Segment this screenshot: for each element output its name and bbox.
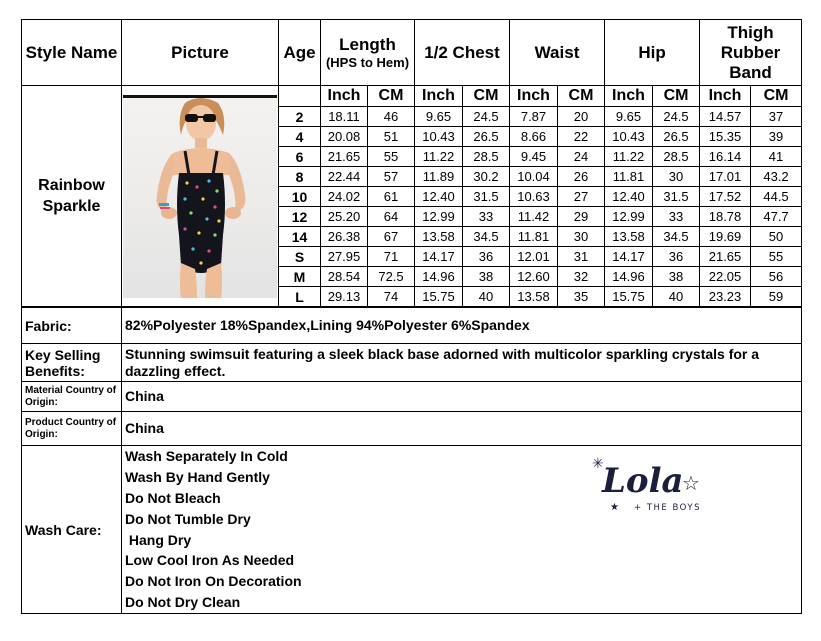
unit-label: Inch [415, 86, 463, 107]
benefits-label: Key Selling Benefits: [22, 344, 122, 382]
size-age-cell: 4 [279, 127, 321, 147]
wash-care-item: Hang Dry [125, 531, 192, 548]
measurement-cell: 11.22 [415, 147, 463, 167]
measurement-cell: 47.7 [751, 207, 802, 227]
measurement-cell: 26 [558, 167, 605, 187]
star-icon: ☆ [682, 471, 700, 495]
unit-label: Inch [510, 86, 558, 107]
measurement-cell: 17.01 [700, 167, 751, 187]
style-name-cell: Rainbow Sparkle [22, 86, 122, 307]
measurement-cell: 14.57 [700, 107, 751, 127]
measurement-cell: 32 [558, 267, 605, 287]
measurement-cell: 12.60 [510, 267, 558, 287]
wash-care-item: Wash By Hand Gently [125, 469, 270, 486]
fabric-value: 82%Polyester 18%Spandex,Lining 94%Polyester 6%Spandex [122, 308, 802, 344]
header-thigh: Thigh Rubber Band [700, 20, 802, 86]
measurement-cell: 7.87 [510, 107, 558, 127]
measurement-cell: 22.05 [700, 267, 751, 287]
measurement-cell: 24.5 [463, 107, 510, 127]
measurement-cell: 10.04 [510, 167, 558, 187]
product-origin-label: Product Country of Origin: [22, 412, 122, 446]
measurement-cell: 31.5 [653, 187, 700, 207]
header-chest: 1/2 Chest [415, 20, 510, 86]
measurement-cell: 9.65 [415, 107, 463, 127]
product-photo [123, 95, 277, 298]
logo-brand-text: Lola [602, 461, 684, 501]
size-age-cell: 6 [279, 147, 321, 167]
photo-top-border [123, 95, 277, 98]
wash-care-item: Wash Separately In Cold [125, 448, 288, 465]
measurement-cell: 15.35 [700, 127, 751, 147]
measurement-cell: 33 [653, 207, 700, 227]
measurement-cell: 31.5 [463, 187, 510, 207]
measurement-cell: 20.08 [321, 127, 368, 147]
material-origin-label: Material Country of Origin: [22, 382, 122, 412]
measurement-cell: 59 [751, 287, 802, 307]
size-age-cell: 10 [279, 187, 321, 207]
product-info-table [21, 307, 802, 614]
measurement-cell: 41 [751, 147, 802, 167]
header-waist: Waist [510, 20, 605, 86]
measurement-cell: 64 [368, 207, 415, 227]
measurement-cell: 74 [368, 287, 415, 307]
size-age-cell: S [279, 247, 321, 267]
measurement-cell: 22 [558, 127, 605, 147]
measurement-cell: 34.5 [463, 227, 510, 247]
measurement-cell: 12.01 [510, 247, 558, 267]
wash-care-item: Do Not Dry Clean [125, 593, 241, 610]
header-style-name: Style Name [22, 20, 122, 86]
measurement-cell: 34.5 [653, 227, 700, 247]
header-length-label: Length [339, 34, 396, 54]
size-age-cell: 14 [279, 227, 321, 247]
measurement-cell: 51 [368, 127, 415, 147]
measurement-cell: 28.54 [321, 267, 368, 287]
measurement-cell: 11.81 [605, 167, 653, 187]
measurement-cell: 30 [558, 227, 605, 247]
measurement-cell: 46 [368, 107, 415, 127]
child-swimsuit-illustration [123, 95, 277, 298]
measurement-cell: 11.89 [415, 167, 463, 187]
measurement-cell: 13.58 [605, 227, 653, 247]
measurement-cell: 72.5 [368, 267, 415, 287]
measurement-cell: 11.81 [510, 227, 558, 247]
measurement-cell: 12.99 [605, 207, 653, 227]
measurement-cell: 21.65 [321, 147, 368, 167]
measurement-cell: 24 [558, 147, 605, 167]
measurement-cell: 29 [558, 207, 605, 227]
size-age-cell: M [279, 267, 321, 287]
unit-label: CM [463, 86, 510, 107]
wash-care-cell [122, 446, 802, 614]
measurement-cell: 29.13 [321, 287, 368, 307]
measurement-cell: 23.23 [700, 287, 751, 307]
brand-logo [590, 452, 720, 522]
measurement-cell: 18.11 [321, 107, 368, 127]
measurement-cell: 26.5 [463, 127, 510, 147]
unit-label: Inch [700, 86, 751, 107]
measurement-cell: 35 [558, 287, 605, 307]
measurement-cell: 30.2 [463, 167, 510, 187]
measurement-cell: 37 [751, 107, 802, 127]
measurement-cell: 43.2 [751, 167, 802, 187]
measurement-cell: 39 [751, 127, 802, 147]
sparkle-icon: ✳ [592, 456, 604, 472]
size-age-cell: 2 [279, 107, 321, 127]
measurement-cell: 14.96 [415, 267, 463, 287]
measurement-cell: 28.5 [463, 147, 510, 167]
size-chart-table [21, 19, 802, 307]
measurement-cell: 12.40 [605, 187, 653, 207]
measurement-cell: 17.52 [700, 187, 751, 207]
measurement-cell: 13.58 [415, 227, 463, 247]
header-age: Age [279, 20, 321, 86]
lola-logo-graphic [590, 452, 720, 522]
measurement-cell: 31 [558, 247, 605, 267]
measurement-cell: 18.78 [700, 207, 751, 227]
measurement-cell: 10.63 [510, 187, 558, 207]
unit-label: CM [558, 86, 605, 107]
measurement-cell: 27.95 [321, 247, 368, 267]
measurement-cell: 21.65 [700, 247, 751, 267]
header-length [321, 20, 415, 86]
measurement-cell: 67 [368, 227, 415, 247]
header-hip: Hip [605, 20, 700, 86]
logo-tagline: + THE BOYS [634, 503, 701, 513]
measurement-cell: 11.42 [510, 207, 558, 227]
measurement-cell: 15.75 [605, 287, 653, 307]
size-age-cell: 12 [279, 207, 321, 227]
measurement-cell: 28.5 [653, 147, 700, 167]
size-spec-sheet [21, 19, 801, 614]
measurement-cell: 24.02 [321, 187, 368, 207]
measurement-cell: 11.22 [605, 147, 653, 167]
measurement-cell: 26.5 [653, 127, 700, 147]
measurement-cell: 33 [463, 207, 510, 227]
measurement-cell: 27 [558, 187, 605, 207]
measurement-cell: 14.17 [605, 247, 653, 267]
measurement-cell: 30 [653, 167, 700, 187]
measurement-cell: 38 [463, 267, 510, 287]
measurement-cell: 25.20 [321, 207, 368, 227]
wash-care-item: Do Not Tumble Dry [125, 510, 251, 527]
measurement-cell: 36 [463, 247, 510, 267]
measurement-cell: 14.17 [415, 247, 463, 267]
measurement-cell: 40 [463, 287, 510, 307]
unit-label: CM [368, 86, 415, 107]
benefits-value: Stunning swimsuit featuring a sleek black base adorned with multicolor sparkling crystals for a dazzling effect. [122, 344, 802, 382]
header-picture: Picture [122, 20, 279, 86]
units-age-blank [279, 86, 321, 107]
measurement-cell: 71 [368, 247, 415, 267]
wash-care-item: Low Cool Iron As Needed [125, 552, 295, 569]
product-picture-cell [122, 86, 279, 307]
measurement-cell: 56 [751, 267, 802, 287]
unit-label: CM [751, 86, 802, 107]
wash-care-item: Do Not Bleach [125, 489, 221, 506]
measurement-cell: 10.43 [605, 127, 653, 147]
measurement-cell: 44.5 [751, 187, 802, 207]
measurement-cell: 12.99 [415, 207, 463, 227]
measurement-cell: 8.66 [510, 127, 558, 147]
measurement-cell: 16.14 [700, 147, 751, 167]
star-small-icon: ★ [610, 502, 619, 513]
product-origin-value: China [122, 412, 802, 446]
measurement-cell: 9.65 [605, 107, 653, 127]
measurement-cell: 55 [368, 147, 415, 167]
measurement-cell: 14.96 [605, 267, 653, 287]
measurement-cell: 40 [653, 287, 700, 307]
header-length-sub: (HPS to Hem) [325, 54, 410, 70]
measurement-cell: 15.75 [415, 287, 463, 307]
measurement-cell: 61 [368, 187, 415, 207]
measurement-cell: 20 [558, 107, 605, 127]
measurement-cell: 12.40 [415, 187, 463, 207]
measurement-cell: 24.5 [653, 107, 700, 127]
measurement-cell: 13.58 [510, 287, 558, 307]
unit-label: CM [653, 86, 700, 107]
measurement-cell: 10.43 [415, 127, 463, 147]
measurement-cell: 26.38 [321, 227, 368, 247]
material-origin-value: China [122, 382, 802, 412]
measurement-cell: 57 [368, 167, 415, 187]
measurement-cell: 9.45 [510, 147, 558, 167]
fabric-label: Fabric: [22, 308, 122, 344]
measurement-cell: 19.69 [700, 227, 751, 247]
unit-label: Inch [321, 86, 368, 107]
wash-care-label: Wash Care: [22, 446, 122, 614]
measurement-cell: 36 [653, 247, 700, 267]
wash-care-item: Do Not Iron On Decoration [125, 573, 302, 590]
measurement-cell: 55 [751, 247, 802, 267]
measurement-cell: 38 [653, 267, 700, 287]
size-age-cell: L [279, 287, 321, 307]
measurement-cell: 50 [751, 227, 802, 247]
unit-label: Inch [605, 86, 653, 107]
size-age-cell: 8 [279, 167, 321, 187]
measurement-cell: 22.44 [321, 167, 368, 187]
